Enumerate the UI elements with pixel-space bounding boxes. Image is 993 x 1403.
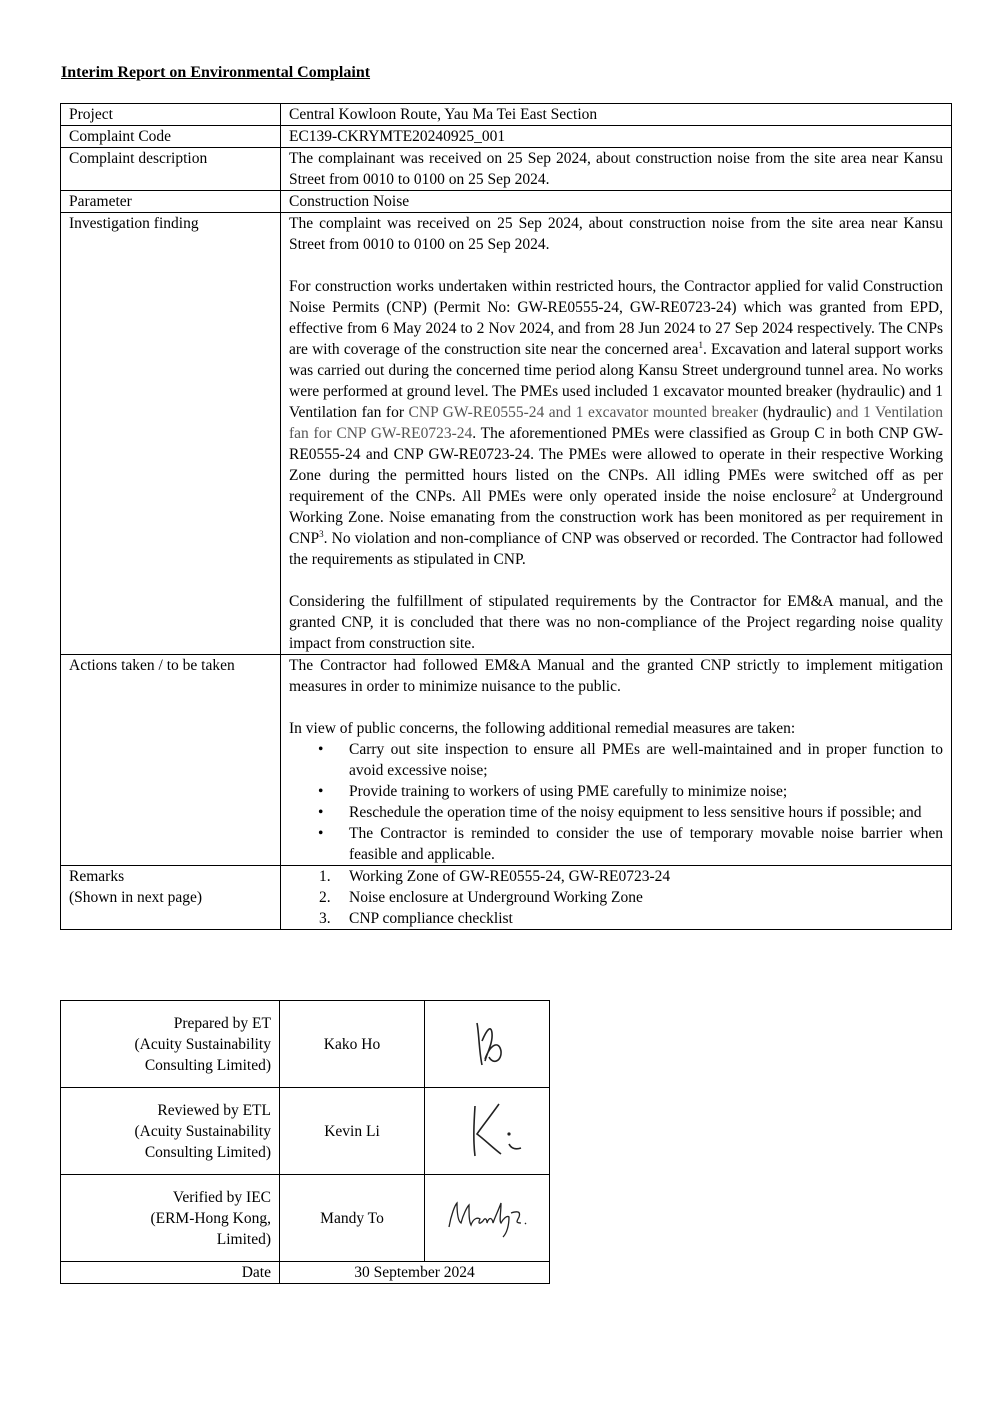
table-row: [61, 1088, 550, 1175]
list-item: • Provide training to workers of using PME carefully to minimize noise;: [349, 781, 943, 802]
signature-image: [425, 1001, 550, 1088]
table-row: [61, 1001, 550, 1088]
investigation-paragraph-2: For construction works undertaken within restricted hours, the Contractor applied for valid Construction Noise Permits (CNP) (Permit No: GW-RE0555-24, GW-RE0723-24) which was granted from EPD, effective from 6 May 2024 to 2 Nov 2024, and from 28 Jun 2024 to 27 Sep 2024 respectively. The CNPs are with coverage of the construction site near the concerned area$^1$. Excavation and lateral support works was carried out during the concerned time period along Kansu Street underground tunnel area. No works were performed at ground level. The PMEs used included 1 excavator mounted breaker (hydraulic) and 1 Ventilation fan for CNP GW-RE0555-24 and 1 excavator mounted breaker (hydraulic) and 1 Ventilation fan for CNP GW-RE0723-24. The aforementioned PMEs were classified as Group C in both CNP GW-RE0555-24 and CNP GW-RE0723-24. The PMEs were allowed to operate in their respective Working Zone during the permitted hours listed on the CNPs. All idling PMEs were switched off as per requirement of the CNPs. All PMEs were only operated inside the noise enclosure$^2$ at Underground Working Zone. Noise emanating from the construction work has been monitored as per requirement in CNP$^3$. No violation and non-compliance of CNP was observed or recorded. The Contractor had followed the requirements as stipulated in CNP.: [289, 278, 943, 568]
table-row: [61, 213, 952, 655]
table-row: [61, 1262, 550, 1284]
table-row: [61, 148, 952, 191]
project-label: Project: [61, 104, 281, 126]
remarks-value: [281, 866, 952, 930]
prepared-by-name: Kako Ho: [280, 1001, 425, 1088]
verified-by-name: Mandy To: [280, 1175, 425, 1262]
actions-label: Actions taken / to be taken: [61, 655, 281, 866]
list-item: • Carry out site inspection to ensure all PMEs are well-maintained and in proper function to avoid excessive noise;: [349, 739, 943, 781]
investigation-paragraph-3: Considering the fulfillment of stipulated requirements by the Contractor for EM&A manual, and the granted CNP, it is concluded that there was no non-compliance of the Project regarding noise quality impact from construction site.: [289, 593, 943, 652]
reviewed-by-name: Kevin Li: [280, 1088, 425, 1175]
table-row: [61, 1175, 550, 1262]
complaint-code-value: EC139-CKRYMTE20240925_001: [281, 126, 952, 148]
table-row: [61, 126, 952, 148]
list-item: • Reschedule the operation time of the noisy equipment to less sensitive hours if possible; and: [349, 802, 943, 823]
investigation-paragraph-1: The complaint was received on 25 Sep 2024, about construction noise from the site area near Kansu Street from 0010 to 0100 on 25 Sep 2024.: [289, 215, 943, 253]
table-row: [61, 866, 952, 930]
investigation-value: [281, 213, 952, 655]
footnote-1: 1: [698, 339, 703, 350]
date-label: Date: [61, 1262, 280, 1284]
project-value: Central Kowloon Route, Yau Ma Tei East Section: [281, 104, 952, 126]
remarks-label: Remarks (Shown in next page): [61, 866, 281, 930]
actions-paragraph-2: In view of public concerns, the following additional remedial measures are taken:: [289, 720, 796, 737]
remedial-measures-list: [289, 739, 943, 865]
investigation-label: Investigation finding: [61, 213, 281, 655]
date-value: 30 September 2024: [280, 1262, 550, 1284]
verified-by-label: Verified by IEC (ERM-Hong Kong, Limited): [61, 1175, 280, 1262]
signature-image: [425, 1088, 550, 1175]
document-title: Interim Report on Environmental Complaint: [61, 64, 371, 81]
complaint-description-label: Complaint description: [61, 148, 281, 191]
table-row: [61, 655, 952, 866]
list-item: 1. Working Zone of GW-RE0555-24, GW-RE0723-24: [319, 868, 671, 885]
prepared-by-label: Prepared by ET (Acuity Sustainability Consulting Limited): [61, 1001, 280, 1088]
footnote-2: 2: [831, 486, 837, 497]
footnote-3: 3: [319, 528, 324, 539]
complaint-table: [60, 103, 952, 930]
actions-value: [281, 655, 952, 866]
list-item: • The Contractor is reminded to consider the use of temporary movable noise barrier when feasible and applicable.: [349, 823, 943, 865]
reviewed-by-label: Reviewed by ETL (Acuity Sustainability Consulting Limited): [61, 1088, 280, 1175]
parameter-label: Parameter: [61, 191, 281, 213]
parameter-value: Construction Noise: [281, 191, 952, 213]
signature-image: [425, 1175, 550, 1262]
table-row: [61, 191, 952, 213]
list-item: 2. Noise enclosure at Underground Working Zone: [319, 889, 643, 906]
complaint-code-label: Complaint Code: [61, 126, 281, 148]
list-item: 3. CNP compliance checklist: [319, 910, 513, 927]
actions-paragraph-1: The Contractor had followed EM&A Manual and the granted CNP strictly to implement mitigation measures in order to minimize nuisance to the public.: [289, 657, 943, 695]
table-row: [61, 104, 952, 126]
complaint-description-value: The complainant was received on 25 Sep 2024, about construction noise from the site area near Kansu Street from 0010 to 0100 on 25 Sep 2024.: [281, 148, 952, 191]
remarks-list: [289, 866, 943, 929]
signoff-table: [60, 1000, 550, 1284]
